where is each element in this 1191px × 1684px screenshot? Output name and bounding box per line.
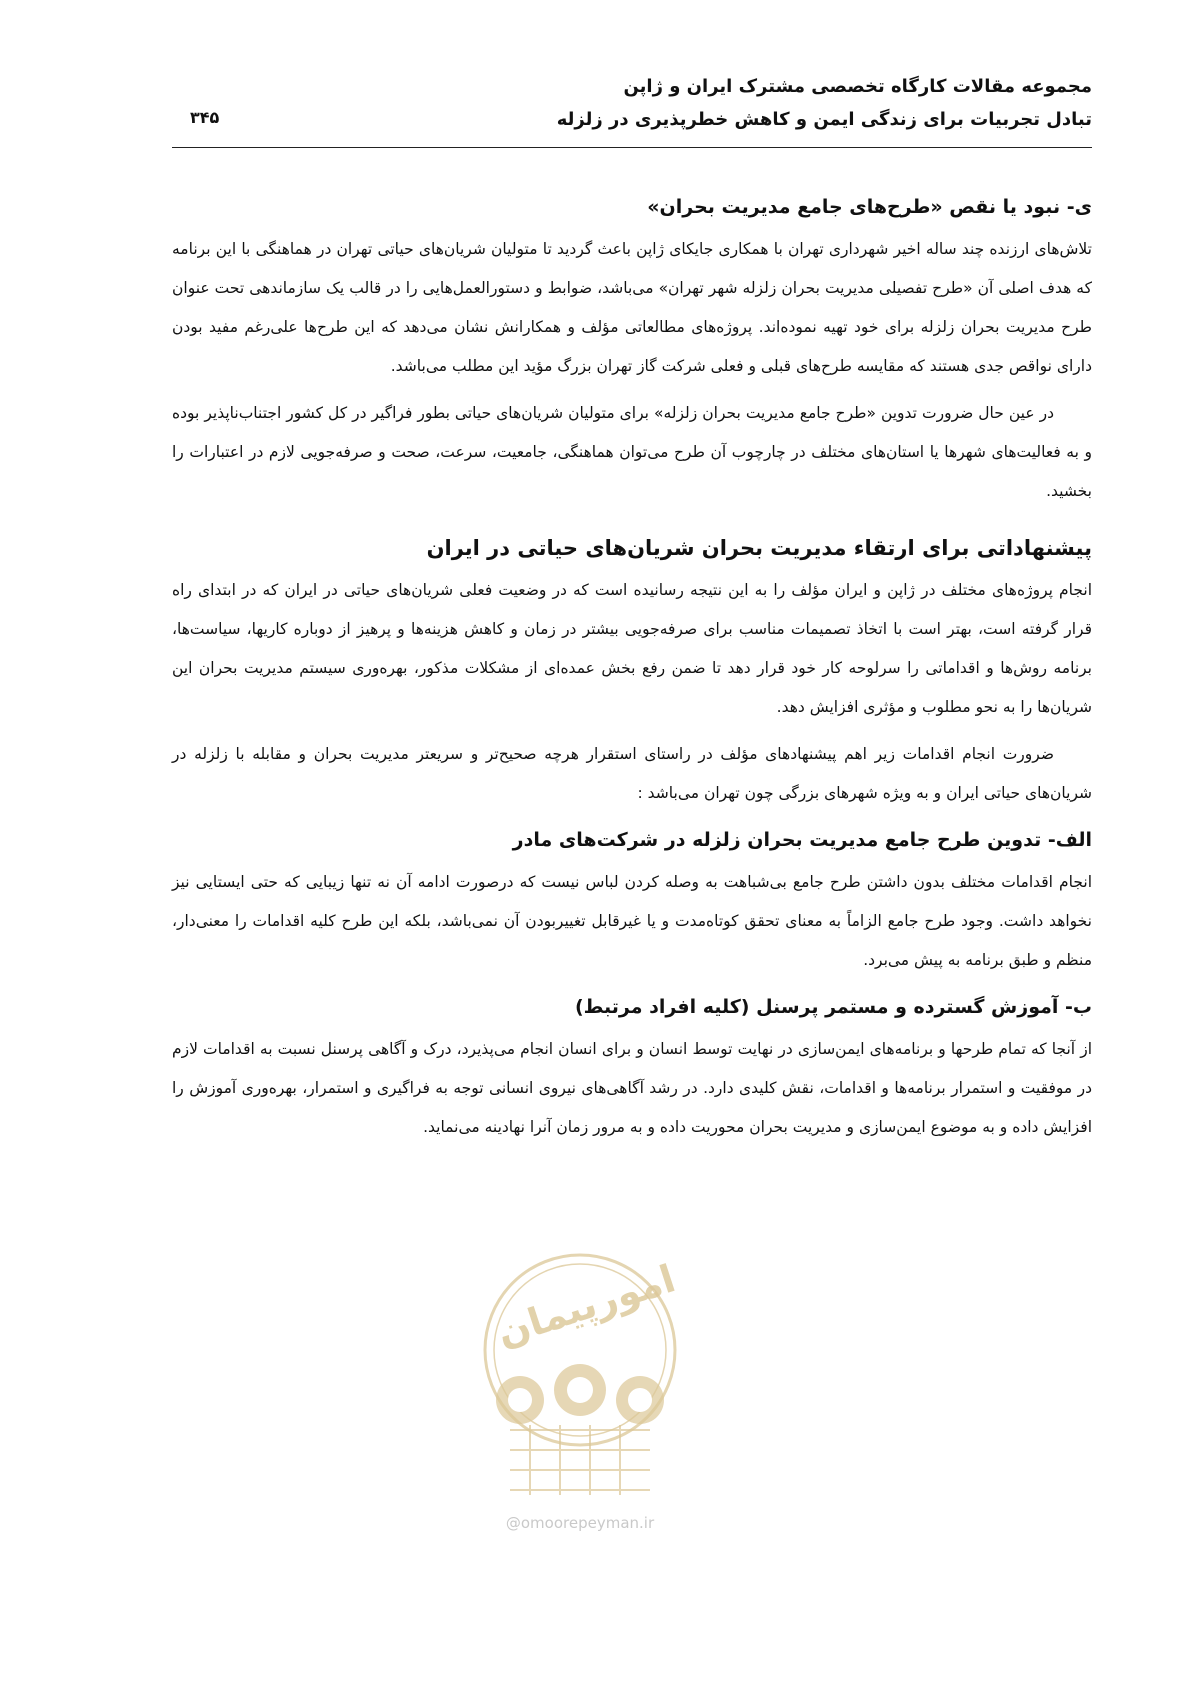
header-title-line1: مجموعه مقالات کارگاه تخصصی مشترک ایران و ژاپن (623, 76, 1092, 97)
page-number: ۳۴۵ (190, 108, 220, 127)
page-header (172, 70, 1092, 140)
watermark-logo (450, 1240, 710, 1540)
watermark-url: @omoorepeyman.ir (505, 1514, 655, 1532)
paragraph: تلاش‌های ارزنده چند ساله اخیر شهرداری تهران با همکاری جایکای ژاپن باعث گردید تا متولیان شریان‌های حیاتی تهران در هماهنگی با این برنامه که هدف اصلی آن «طرح تفصیلی مدیریت بحران زلزله شهر تهران» می‌باشد، ضوابط و دستورالعمل‌هایی را در قالب یک سازماندهی تحت عنوان طرح مدیریت بحران زلزله برای خود تهیه نموده‌اند. پروژه‌های مطالعاتی مؤلف و همکارانش نشان می‌دهد که این طرح‌ها علی‌رغم مفید بودن دارای نواقص جدی هستند که مقایسه طرح‌های قبلی و فعلی شرکت گاز تهران بزرگ مؤید این مطلب می‌باشد. (172, 240, 1092, 375)
paragraph: انجام اقدامات مختلف بدون داشتن طرح جامع بی‌شباهت به وصله کردن لباس نیست که درصورت ادامه آن نه تنها زیبایی که حتی ایستایی نیز نخواهد داشت. وجود طرح جامع الزاماً به معنای تحقق کوتاه‌مدت و یا غیرقابل تغییربودن آن نمی‌باشد، بلکه این طرح کلیه اقدامات را معنی‌دار، منظم و طبق برنامه به پیش می‌برد. (172, 873, 1092, 969)
paragraph: از آنجا که تمام طرحها و برنامه‌های ایمن‌سازی در نهایت توسط انسان و برای انسان انجام می‌پذیرد، درک و آگاهی پرسنل نسبت به اقدامات لازم در موفقیت و استمرار برنامه‌ها و اقدامات، نقش کلیدی دارد. در رشد آگاهی‌های نیروی انسانی توجه به فراگیری و استمرار، بهره‌وری آموزش را افزایش داده و به موضوع ایمن‌سازی و مدیریت بحران محوریت داده و به مرور زمان آنرا نهادینه می‌نماید. (172, 1040, 1092, 1136)
header-title-line2: تبادل تجربیات برای زندگی ایمن و کاهش خطرپذیری در زلزله (556, 109, 1092, 130)
paragraph: ضرورت انجام اقدامات زیر اهم پیشنهادهای مؤلف در راستای استقرار هرچه صحیح‌تر و سریعتر مدیریت بحران و مقابله با زلزله در شریان‌های حیاتی ایران و به ویژه شهرهای بزرگی چون تهران می‌باشد : (172, 745, 1092, 802)
section-heading-training: ب- آموزش گسترده و مستمر پرسنل (کلیه افراد مرتبط) (574, 996, 1092, 1018)
header-divider (172, 147, 1092, 148)
watermark-brand-script: امورپیمان (491, 1256, 681, 1356)
paragraph: انجام پروژه‌های مختلف در ژاپن و ایران مؤلف را به این نتیجه رسانیده است که در وضعیت فعلی شریان‌های حیاتی در ایران که در ابتدای راه قرار گرفته است، بهتر است با اتخاذ تصمیمات مناسب برای صرفه‌جویی بیشتر در زمان و کاهش هزینه‌ها و پرهیز از دوباره کاریها، سیاست‌ها، برنامه روش‌ها و اقداماتی را سرلوحه کار خود قرار دهد تا ضمن رفع بخش عمده‌ای از مشکلات مذکور، بهره‌وری سیستم مدیریت بحران این شریان‌ها را به نحو مطلوب و مؤثری افزایش دهد. (172, 581, 1092, 716)
section-heading-lack-of-plans: ی- نبود یا نقص «طرح‌های جامع مدیریت بحران» (647, 196, 1092, 218)
paragraph: در عین حال ضرورت تدوین «طرح جامع مدیریت بحران زلزله» برای متولیان شریان‌های حیاتی بطور فراگیر در کل کشور اجتناب‌ناپذیر بوده و به فعالیت‌های شهرها یا استان‌های مختلف در چارچوب آن طرح می‌توان هماهنگی، جامعیت، سرعت، صحت و صرفه‌جویی لازم در اعتبارات را بخشید. (172, 404, 1092, 500)
section-heading-suggestions: پیشنهاداتی برای ارتقاء مدیریت بحران شریان‌های حیاتی در ایران (426, 536, 1092, 560)
article-body (172, 190, 1092, 1155)
section-heading-master-plan: الف- تدوین طرح جامع مدیریت بحران زلزله در شرکت‌های مادر (512, 829, 1092, 851)
